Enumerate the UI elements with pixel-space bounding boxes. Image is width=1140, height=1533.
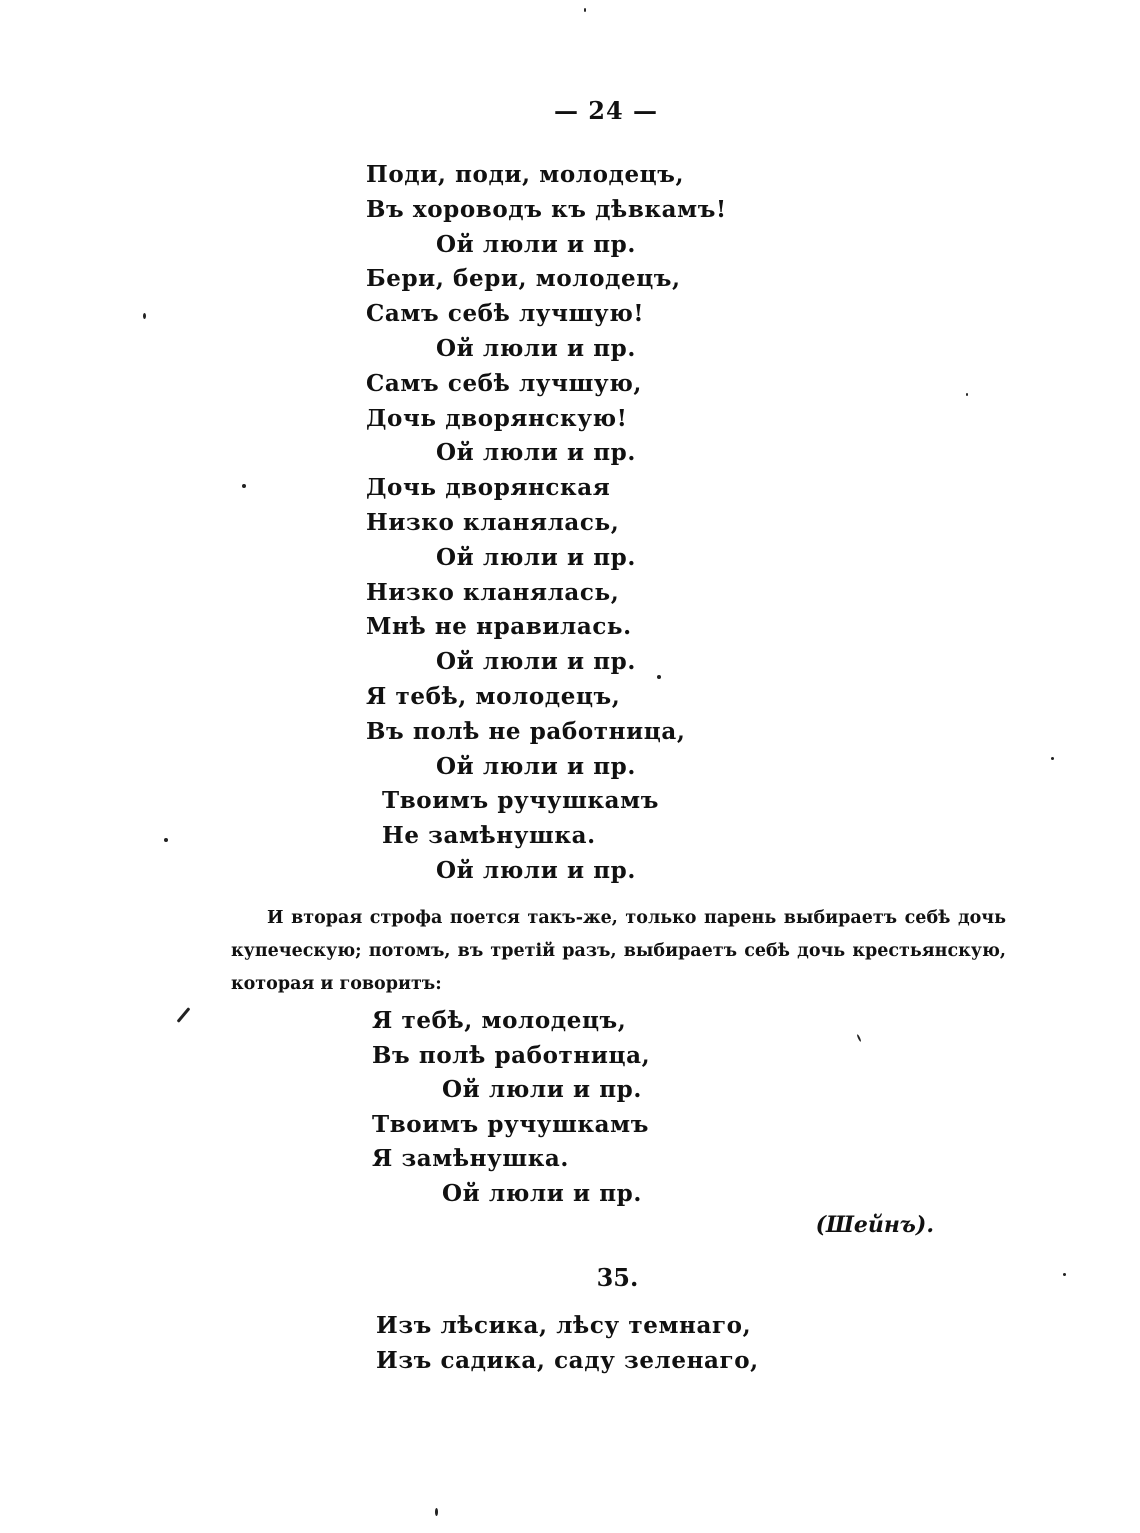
verse-block-a bbox=[366, 158, 727, 889]
verse-line: Твоимъ ручушкамъ bbox=[382, 787, 659, 815]
scan-speck bbox=[177, 1007, 191, 1023]
verse-line: Твоимъ ручушкамъ bbox=[372, 1110, 649, 1138]
verse-line: Въ полѣ работница, bbox=[372, 1041, 651, 1069]
scan-speck bbox=[242, 484, 246, 488]
verse-line: Я тебѣ, молодецъ, bbox=[372, 1007, 627, 1034]
verse-line: Не замѣнушка. bbox=[382, 822, 596, 850]
verse-line: Низко кланялась, bbox=[366, 508, 620, 536]
verse-line: Низко кланялась, bbox=[366, 578, 620, 606]
verse-line: Самъ себѣ лучшую, bbox=[366, 369, 643, 397]
song-number: 35. bbox=[596, 1263, 639, 1292]
verse-line: Самъ себѣ лучшую! bbox=[366, 300, 645, 328]
scan-speck bbox=[657, 675, 661, 679]
scan-speck bbox=[966, 393, 968, 396]
verse-line: Бери, бери, молодецъ, bbox=[366, 265, 681, 293]
scan-speck bbox=[1063, 1273, 1066, 1276]
verse-line: Изъ лѣсика, лѣсу темнаго, bbox=[376, 1312, 752, 1339]
prose-note bbox=[231, 902, 1006, 1001]
source-attribution: (Шейнъ). bbox=[815, 1212, 934, 1238]
scan-speck bbox=[143, 313, 146, 319]
verse-line: Въ хороводъ къ дѣвкамъ! bbox=[366, 195, 727, 223]
refrain-line: Ой люли и пр. bbox=[442, 1179, 642, 1207]
verse-line: Я замѣнушка. bbox=[372, 1145, 570, 1172]
verse-line: Дочь дворянскую! bbox=[366, 404, 628, 432]
verse-line: Дочь дворянская bbox=[366, 474, 611, 502]
refrain-line: Ой люли и пр. bbox=[436, 334, 636, 362]
scan-speck bbox=[435, 1508, 438, 1516]
verse-line: Въ полѣ не работница, bbox=[366, 717, 686, 745]
refrain-line: Ой люли и пр. bbox=[436, 543, 636, 571]
verse-line: Я тебѣ, молодецъ, bbox=[366, 682, 621, 710]
prose-note-text: И вторая строфа поется такъ-же, только парень выбираетъ себѣ дочь купеческую; потомъ, въ третій разъ, выбираетъ себѣ дочь крестьянскую, которая и говоритъ: bbox=[231, 908, 1006, 994]
refrain-line: Ой люли и пр. bbox=[436, 856, 636, 884]
refrain-line: Ой люли и пр. bbox=[436, 648, 636, 676]
verse-line: Поди, поди, молодецъ, bbox=[366, 161, 685, 188]
verse-line: Мнѣ не нравилась. bbox=[366, 613, 632, 641]
refrain-line: Ой люли и пр. bbox=[442, 1076, 642, 1103]
scan-speck bbox=[584, 8, 586, 12]
verse-block-b bbox=[372, 1004, 650, 1211]
refrain-line: Ой люли и пр. bbox=[436, 230, 636, 258]
scan-speck bbox=[164, 838, 168, 842]
refrain-line: Ой люли и пр. bbox=[436, 439, 636, 467]
scan-speck bbox=[1051, 757, 1054, 760]
refrain-line: Ой люли и пр. bbox=[436, 752, 636, 780]
verse-block-c bbox=[376, 1309, 759, 1379]
scan-speck bbox=[856, 1034, 861, 1042]
verse-line: Изъ садика, саду зеленаго, bbox=[376, 1346, 759, 1374]
page-number: — 24 — bbox=[553, 96, 659, 125]
